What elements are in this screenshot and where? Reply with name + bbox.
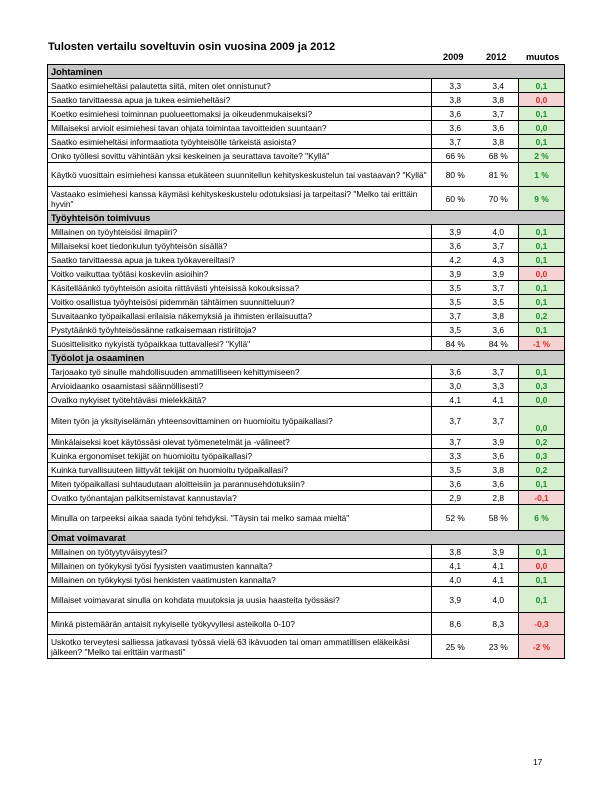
change-cell: 0,1 [519, 573, 565, 587]
header-change: muutos [526, 52, 560, 62]
question-cell: Millainen on työkykysi työsi henkisten vaatimusten kannalta? [48, 573, 432, 587]
table-row [48, 79, 565, 93]
value-2012: 3,9 [479, 435, 519, 449]
value-2012: 81 % [479, 163, 519, 187]
value-2012: 3,6 [479, 477, 519, 491]
table-row [48, 477, 565, 491]
question-cell: Suosittelisitko nykyistä työpaikkaa tuttavallesi? "Kyllä" [48, 337, 432, 351]
table-row [48, 135, 565, 149]
change-cell: 2 % [519, 149, 565, 163]
value-2012: 3,6 [479, 323, 519, 337]
change-cell: 0,0 [519, 267, 565, 281]
question-cell: Saatko tarvittaessa apua ja tukea työkavereiltasi? [48, 253, 432, 267]
table-row [48, 93, 565, 107]
value-2012: 3,8 [479, 93, 519, 107]
comparison-table [47, 64, 565, 659]
value-2012: 3,6 [479, 449, 519, 463]
value-2009: 3,5 [432, 281, 479, 295]
question-cell: Ovatko työnantajan palkitsemistavat kannustavia? [48, 491, 432, 505]
change-cell: 0,1 [519, 225, 565, 239]
value-2012: 3,8 [479, 463, 519, 477]
value-2012: 3,6 [479, 121, 519, 135]
change-cell: 0,1 [519, 477, 565, 491]
value-2012: 58 % [479, 505, 519, 531]
change-cell: 0,3 [519, 449, 565, 463]
value-2012: 84 % [479, 337, 519, 351]
page-number: 17 [533, 757, 543, 767]
table-row [48, 107, 565, 121]
question-cell: Voitko osallistua työyhteisösi pidemmän tähtäimen suunnitteluun? [48, 295, 432, 309]
change-cell: -2 % [519, 635, 565, 659]
value-2012: 3,4 [479, 79, 519, 93]
page-title: Tulosten vertailu soveltuvin osin vuosina 2009 ja 2012 [48, 41, 336, 53]
value-2012: 4,3 [479, 253, 519, 267]
value-2009: 3,5 [432, 323, 479, 337]
value-2009: 3,7 [432, 407, 479, 435]
value-2009: 4,2 [432, 253, 479, 267]
change-cell: -0,3 [519, 613, 565, 635]
value-2012: 3,8 [479, 309, 519, 323]
change-cell: 0,1 [519, 281, 565, 295]
question-cell: Vastaako esimiehesi kanssa käymäsi kehityskeskustelu odotuksiasi ja tarpeitasi? "Melko tai erittäin hyvin" [48, 187, 432, 211]
value-2012: 3,8 [479, 135, 519, 149]
question-cell: Millainen on työtyytyväisyytesi? [48, 545, 432, 559]
value-2012: 3,7 [479, 407, 519, 435]
section-title: Työolot ja osaaminen [48, 351, 565, 365]
table-row [48, 407, 565, 435]
table-row [48, 491, 565, 505]
table-row [48, 463, 565, 477]
value-2012: 8,3 [479, 613, 519, 635]
value-2009: 3,8 [432, 93, 479, 107]
question-cell: Kuinka ergonomiset tekijät on huomioitu työpaikallasi? [48, 449, 432, 463]
question-cell: Saatko tarvittaessa apua ja tukea esimieheltäsi? [48, 93, 432, 107]
value-2009: 3,3 [432, 79, 479, 93]
table-row [48, 573, 565, 587]
value-2009: 84 % [432, 337, 479, 351]
change-cell: 0,2 [519, 463, 565, 477]
table-row [48, 163, 565, 187]
question-cell: Tarjoaako työ sinulle mahdollisuuden ammatilliseen kehittymiseen? [48, 365, 432, 379]
question-cell: Uskotko terveytesi salliessa jatkavasi työssä vielä 63 ikävuoden tai oman ammatillisen eläkeikäsi jälkeen? "Melko tai erittäin varmasti" [48, 635, 432, 659]
change-cell: 0,1 [519, 253, 565, 267]
section-header [48, 65, 565, 79]
table-row [48, 435, 565, 449]
section-title: Omat voimavarat [48, 531, 565, 545]
value-2009: 3,0 [432, 379, 479, 393]
table-row [48, 149, 565, 163]
value-2009: 8,6 [432, 613, 479, 635]
value-2009: 3,5 [432, 463, 479, 477]
question-cell: Käsitelläänkö työyhteisön asioita riittävästi yhteisissä kokouksissa? [48, 281, 432, 295]
question-cell: Millaiset voimavarat sinulla on kohdata muutoksia ja uusia haasteita työssäsi? [48, 587, 432, 613]
value-2012: 68 % [479, 149, 519, 163]
question-cell: Saatko esimieheltäsi palautetta siitä, miten olet onnistunut? [48, 79, 432, 93]
value-2012: 4,0 [479, 587, 519, 613]
value-2012: 3,7 [479, 107, 519, 121]
table-row [48, 393, 565, 407]
section-title: Työyhteisön toimivuus [48, 211, 565, 225]
value-2012: 3,9 [479, 545, 519, 559]
value-2009: 3,9 [432, 587, 479, 613]
value-2009: 4,1 [432, 393, 479, 407]
value-2012: 4,0 [479, 225, 519, 239]
question-cell: Miten työn ja yksityiselämän yhteensovittaminen on huomioitu työpaikallasi? [48, 407, 432, 435]
question-cell: Minkälaiseksi koet käytössäsi olevat työmenetelmät ja -välineet? [48, 435, 432, 449]
change-cell: 0,3 [519, 379, 565, 393]
value-2009: 4,1 [432, 559, 479, 573]
section-header [48, 531, 565, 545]
question-cell: Miten työpaikallasi suhtaudutaan aloitteisiin ja parannusehdotuksiin? [48, 477, 432, 491]
question-cell: Käytkö vuosittain esimiehesi kanssa etukäteen suunnitellun kehityskeskustelun tai vastaavan? "Kyllä" [48, 163, 432, 187]
value-2012: 3,7 [479, 239, 519, 253]
header-2009: 2009 [443, 52, 464, 62]
question-cell: Pystytäänkö työyhteisössänne ratkaisemaan ristiriitoja? [48, 323, 432, 337]
change-cell: 0,1 [519, 135, 565, 149]
change-cell: 0,2 [519, 309, 565, 323]
change-cell: 0,1 [519, 545, 565, 559]
value-2009: 52 % [432, 505, 479, 531]
question-cell: Millaiseksi arvioit esimiehesi tavan ohjata toimintaa tavoitteiden suuntaan? [48, 121, 432, 135]
change-cell: 0,0 [519, 407, 565, 435]
change-cell: 0,0 [519, 393, 565, 407]
value-2009: 3,6 [432, 239, 479, 253]
value-2009: 3,8 [432, 545, 479, 559]
question-cell: Saatko esimieheltäsi informaatiota työyhteisölle tärkeistä asioista? [48, 135, 432, 149]
table-row [48, 295, 565, 309]
table-row [48, 323, 565, 337]
value-2009: 25 % [432, 635, 479, 659]
table-row [48, 587, 565, 613]
table-row [48, 121, 565, 135]
value-2012: 3,9 [479, 267, 519, 281]
change-cell: 1 % [519, 163, 565, 187]
value-2012: 2,8 [479, 491, 519, 505]
change-cell: 0,0 [519, 93, 565, 107]
value-2009: 60 % [432, 187, 479, 211]
table-row [48, 613, 565, 635]
change-cell: -1 % [519, 337, 565, 351]
section-header [48, 351, 565, 365]
value-2009: 80 % [432, 163, 479, 187]
value-2012: 3,7 [479, 365, 519, 379]
table-row [48, 253, 565, 267]
value-2009: 3,6 [432, 365, 479, 379]
value-2009: 3,9 [432, 267, 479, 281]
change-cell: 6 % [519, 505, 565, 531]
table-row [48, 635, 565, 659]
value-2012: 4,1 [479, 559, 519, 573]
question-cell: Koetko esimiehesi toiminnan puolueettomaksi ja oikeudenmukaiseksi? [48, 107, 432, 121]
section-title: Johtaminen [48, 65, 565, 79]
change-cell: 0,1 [519, 323, 565, 337]
table-row [48, 267, 565, 281]
question-cell: Kuinka turvallisuuteen liittyvät tekijät on huomioitu työpaikallasi? [48, 463, 432, 477]
table-row [48, 365, 565, 379]
header-2012: 2012 [486, 52, 507, 62]
question-cell: Millainen on työyhteisösi ilmapiiri? [48, 225, 432, 239]
value-2009: 3,9 [432, 225, 479, 239]
value-2012: 4,1 [479, 573, 519, 587]
table-row [48, 559, 565, 573]
table-row [48, 225, 565, 239]
value-2009: 3,7 [432, 135, 479, 149]
table-row [48, 505, 565, 531]
table-row [48, 281, 565, 295]
value-2009: 2,9 [432, 491, 479, 505]
change-cell: 0,1 [519, 587, 565, 613]
change-cell: 0,1 [519, 107, 565, 121]
question-cell: Minulla on tarpeeksi aikaa saada työni tehdyksi. "Täysin tai melko samaa mieltä" [48, 505, 432, 531]
value-2009: 3,6 [432, 477, 479, 491]
question-cell: Arvioidaanko osaamistasi säännöllisesti? [48, 379, 432, 393]
value-2012: 70 % [479, 187, 519, 211]
table-row [48, 309, 565, 323]
change-cell: 0,1 [519, 79, 565, 93]
value-2009: 3,3 [432, 449, 479, 463]
table-row [48, 187, 565, 211]
section-header [48, 211, 565, 225]
value-2012: 4,1 [479, 393, 519, 407]
value-2009: 3,6 [432, 121, 479, 135]
question-cell: Ovatko nykyiset työtehtäväsi mielekkäitä? [48, 393, 432, 407]
value-2009: 66 % [432, 149, 479, 163]
value-2012: 3,5 [479, 295, 519, 309]
value-2009: 3,7 [432, 309, 479, 323]
change-cell: 0,1 [519, 365, 565, 379]
value-2012: 23 % [479, 635, 519, 659]
table-row [48, 379, 565, 393]
change-cell: 9 % [519, 187, 565, 211]
value-2009: 4,0 [432, 573, 479, 587]
value-2012: 3,3 [479, 379, 519, 393]
question-cell: Voitko vaikuttaa työtäsi koskeviin asioihin? [48, 267, 432, 281]
change-cell: 0,2 [519, 435, 565, 449]
table-row [48, 337, 565, 351]
value-2012: 3,7 [479, 281, 519, 295]
question-cell: Onko työllesi sovittu vähintään yksi keskeinen ja seurattava tavoite? "Kyllä" [48, 149, 432, 163]
change-cell: 0,1 [519, 239, 565, 253]
question-cell: Minkä pistemäärän antaisit nykyiselle työkyvyllesi asteikolla 0-10? [48, 613, 432, 635]
table-row [48, 239, 565, 253]
change-cell: 0,1 [519, 295, 565, 309]
question-cell: Suvaitaanko työpaikallasi erilaisia näkemyksiä ja ihmisten erilaisuutta? [48, 309, 432, 323]
change-cell: 0,0 [519, 559, 565, 573]
question-cell: Millainen on työkykysi työsi fyysisten vaatimusten kannalta? [48, 559, 432, 573]
change-cell: -0,1 [519, 491, 565, 505]
value-2009: 3,5 [432, 295, 479, 309]
question-cell: Millaiseksi koet tiedonkulun työyhteisön sisällä? [48, 239, 432, 253]
table-row [48, 545, 565, 559]
change-cell: 0,0 [519, 121, 565, 135]
value-2009: 3,6 [432, 107, 479, 121]
table-row [48, 449, 565, 463]
value-2009: 3,7 [432, 435, 479, 449]
